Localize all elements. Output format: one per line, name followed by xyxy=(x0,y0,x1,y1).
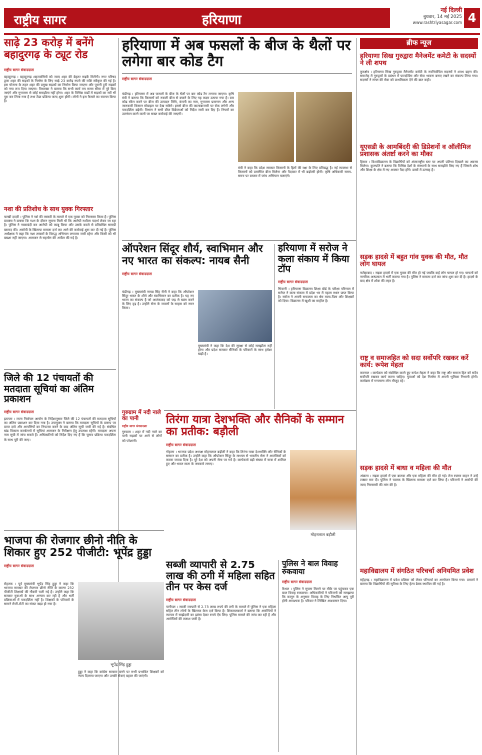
saroj-story xyxy=(278,244,354,409)
brief-body: कुरुक्षेत्र । हरियाणा सिख गुरुद्वारा मैनेजमेंट कमेटी के नवनिर्वाचित सदस्यों ने शपथ ग्रहण की। समारोह में गुरुद्वारों के प्रबंधन में पारदर्शिता और सेवा भावना बनाए रखने का संकल्प लिया गया। सदस्यों ने संगत की सेवा को प्राथमिकता देने की बात कही। xyxy=(360,69,478,82)
brief-body: फतेहाबाद । सड़क हादसे में एक युवक की मौत हो गई जबकि कई लोग घायल हो गए। घायलों को नागरिक अस्पताल में भर्ती कराया गया है। पुलिस ने मामला दर्ज कर जांच शुरू कर दी है। हादसे के बाद क्षेत्र में शोक की लहर है। xyxy=(360,270,478,283)
tiranga-headline: तिरंगा यात्रा देशभक्ति और सैनिकों के सम्मान का प्रतीक: बड़ौली xyxy=(166,413,344,439)
brief-headline: महाविद्यालय में संगठित परिचर्चा अनियमित प्रवेश xyxy=(360,567,474,576)
paper-name-box xyxy=(4,8,102,28)
brief-headline: हरियाणा सिख गुरुद्वारा मैनेजमेंट कमेटी के सदस्यों ने ली शपथ xyxy=(360,52,477,68)
brief-headline: राष्ट्र व समाजहित को सदा सर्वोपरि रखकर करें कार्य: रूपेश मेहता xyxy=(360,353,469,369)
brief-news-label: ब्रीफ न्यूज xyxy=(360,38,478,49)
brief-body: महेंद्रगढ़ । महाविद्यालय में प्रवेश प्रक्रिया को लेकर परिचर्चा का आयोजन किया गया। प्राचार्य ने बताया कि विद्यार्थियों की सुविधा के लिए हेल्प डेस्क स्थापित की गई है। xyxy=(360,577,478,586)
brief-headline: सड़क हादसे में बहुत गांव युवक की मौत, मौत लोग घायल xyxy=(360,253,468,269)
gurugram-short xyxy=(122,410,162,500)
column-rule xyxy=(356,38,357,755)
byline: राष्ट्रीय सागर संवाददाता xyxy=(166,442,196,447)
sabji-headline: सब्जी व्यापारी से 2.75 लाख की ठगी में महिला सहित तीन पर केस दर्ज xyxy=(166,560,275,594)
story-body: चरखी दादरी । पुलिस ने नशे की तस्करी के मामले में एक युवक को गिरफ्तार किया है। पुलिस प्रवक्ता ने बताया कि गश्त के दौरान सूचना मिली थी कि आरोपी नशीला पदार्थ लेकर जा रहा है। पुलिस ने नाकाबंदी कर आरोपी को काबू किया और उसके कब्जे से प्रतिबंधित सामग्री बरामद की। आरोपी के खिलाफ मामला दर्ज कर आगे की कार्रवाई शुरू कर दी गई है। पुलिस अधीक्षक ने कहा कि नशा तस्करों के विरुद्ध अभियान लगातार जारी रहेगा और किसी को भी बख्शा नहीं जाएगा। आमजन से सहयोग की अपील की गई है। xyxy=(4,215,116,240)
divider xyxy=(4,530,164,531)
story-body: मुख्यमंत्री ने कहा कि देश की सुरक्षा से कोई समझौता नहीं होगा और प्रदेश सरकार सैनिकों के परिवारों के साथ हमेशा खड़ी है। xyxy=(198,344,272,357)
sindoor-photo xyxy=(198,290,272,342)
byline: राष्ट्रीय सागर संवाददाता xyxy=(4,410,34,415)
lead-body: चंडीगढ़ । हरियाणा में अब फसलों के बीज के थैलों पर बार कोड टैग लगाया जाएगा। कृषि मंत्री ने बताया कि किसानों को नकली बीज से बचाने के लिए यह कदम उठाया गया है। बार कोड स्कैन करने पर बीज की उत्पादन तिथि, कंपनी का नाम, गुणवत्ता प्रमाणन और अन्य जानकारी किसान मोबाइल पर देख सकेंगे। इससे बीज की कालाबाजारी पर रोक लगेगी और पारदर्शिता बढ़ेगी। विभाग ने सभी बीज विक्रेताओं को निर्देश जारी कर दिए हैं। नियमों का उल्लंघन करने वालों पर सख्त कार्रवाई की जाएगी। xyxy=(122,92,234,117)
masthead-rule xyxy=(4,33,480,35)
divider xyxy=(122,240,356,241)
brief-body: करनाल । कार्यक्रम को संबोधित करते हुए रूपेश मेहता ने कहा कि राष्ट्र और समाज हित को सदैव सर्वोपरि रखकर कार्य करना चाहिए। युवाओं को देश निर्माण में अपनी भूमिका निभानी होगी। कार्यक्रम में गणमान्य लोग मौजूद रहे। xyxy=(360,371,478,384)
story-body: बहादुरगढ़ । बहादुरगढ़ शहरवासियों को जल्द शहर की बेहतर सड़कें मिलेंगी। नगर परिषद द्वारा शहर की सड़कों के निर्माण के लिए साढ़े 23 करोड़ रुपये की राशि स्वीकृत की गई है। इस योजना के तहत शहर की प्रमुख सड़कों का निर्माण किया जाएगा और पुरानी टूटी सड़कों को नया रूप दिया जाएगा। विधायक ने बताया कि सभी कार्य तय समय सीमा में पूरे किए जाएंगे और गुणवत्ता से कोई समझौता नहीं होगा। शहर के विभिन्न वार्डों में सड़कों का सर्वे भी पूरा कर लिया गया है तथा टेंडर प्रक्रिया जल्द शुरू होगी। लोगों ने इस फैसले का स्वागत किया है। xyxy=(4,74,116,104)
story-body: रोहतक । पूर्व मुख्यमंत्री भूपेंद्र सिंह हुड्डा ने कहा कि भाजपा सरकार की रोजगार छीनो नीति के कारण 252 पीजीटी शिक्षकों की नौकरी चली गई है। उन्होंने कहा कि सरकार युवाओं के साथ अन्याय कर रही है और भर्ती प्रक्रियाओं में पारदर्शिता नहीं है। शिक्षकों के परिवारों के सामने रोजी-रोटी का संकट खड़ा हो गया है। xyxy=(4,582,74,607)
hooda-story xyxy=(4,530,164,752)
saroj-headline: हरियाणा में सरोज ने कला संकाय में किया टॉप xyxy=(278,243,350,276)
story-body: कैथल । पुलिस ने सूचना मिलने पर मौके पर पहुंचकर एक बाल विवाह रुकवाया। अधिकारियों ने परिजनों को समझाया कि कानून के अनुसार विवाह के लिए निर्धारित आयु पूरी होनी आवश्यक है। परिवार ने लिखित आश्वासन दिया। xyxy=(282,586,354,604)
story-voters-headline: जिले की 12 पंचायतों की मतदाता सूचियां का अंतिम प्रकाशन xyxy=(4,373,94,406)
story-body: हुड्डा ने कहा कि कांग्रेस सरकार बनने पर सभी प्रभावित शिक्षकों को न्याय दिलाया जाएगा और उनकी सेवाएं बहाल की जाएंगी। xyxy=(78,670,164,679)
gurugram-headline: गुरुग्राम में नदी नाले का पानी xyxy=(122,410,161,423)
hooda-headline: भाजपा की रोजगार छीनो नीति के शिकार हुए 252 पीजीटी: भूपेंद्र हुड्डा xyxy=(4,534,152,560)
lead-headline: हरियाणा में अब फसलों के बीज के थैलों पर लगेगा बार कोड टैग xyxy=(122,38,351,71)
story-body: गोहाना । भाजपा प्रदेश अध्यक्ष मोहनलाल बड़ौली ने कहा कि तिरंगा यात्रा देशभक्ति और सैनिकों के सम्मान का प्रतीक है। उन्होंने कहा कि ऑपरेशन सिंदूर के माध्यम से भारतीय सेना ने आतंकियों को करारा जवाब दिया है। पूरे देश को अपनी सेना पर गर्व है। कार्यकर्ता बड़ी संख्या में यात्रा में शामिल हुए और भारत माता के जयकारे लगाए। xyxy=(166,450,286,467)
story-body: झज्जर । राज्य निर्वाचन आयोग के निर्देशानुसार जिले की 12 पंचायतों की मतदाता सूचियों का अंतिम प्रकाशन कर दिया गया है। उपायुक्त ने बताया कि मतदाता सूचियों के प्रारूप पर प्राप्त दावे और आपत्तियों का निपटारा करने के बाद अंतिम सूची जारी की गई है। संबंधित खंड विकास कार्यालयों में सूचियां आमजन के निरीक्षण हेतु उपलब्ध रहेंगी। मतदाता अपना नाम सूची में जांच सकते हैं। अधिकारियों को निर्देश दिए गए हैं कि चुनाव प्रक्रिया पारदर्शिता के साथ पूरी की जाए। xyxy=(4,417,116,442)
lead-story xyxy=(122,38,352,238)
right-column xyxy=(360,38,478,753)
masthead-bar xyxy=(102,8,390,28)
paper-name: राष्ट्रीय सागर xyxy=(14,13,67,27)
tiranga-story xyxy=(166,414,356,554)
story-body: भिवानी । हरियाणा विद्यालय शिक्षा बोर्ड के परीक्षा परिणाम में सरोज ने कला संकाय में प्रदेश भर में पहला स्थान प्राप्त किया है। सरोज ने अपनी सफलता का श्रेय माता-पिता और शिक्षकों को दिया। विद्यालय में खुशी का माहौल है। xyxy=(278,286,354,304)
date: बुधवार, 14 मई 2025 xyxy=(423,15,462,20)
brief-headline: सड़क हादसे में बाधा व महिला की मौत xyxy=(360,464,452,473)
city: नई दिल्ली xyxy=(440,7,462,14)
byline: राष्ट्रीय सागर संवाददाता xyxy=(278,279,308,284)
brief-headline: यूएसडी के आमबिंदरी की डिप्रेशनों व ऑलीमिल प्रशासक अंतर्ष्टा करने का मौका xyxy=(360,142,471,158)
subhead-arrest: नशा की प्रतिशोध के साथ युवक गिरफ्तार xyxy=(4,205,93,213)
column-rule xyxy=(278,560,279,752)
photo-caption: मोहनलाल बड़ौली xyxy=(310,532,336,537)
police-headline: पुलिस ने बाल विवाह रुकवाया xyxy=(282,559,338,577)
column-rule xyxy=(274,244,275,409)
byline: राष्ट्रीय सागर संवाददाता xyxy=(122,424,148,429)
photo-caption: भूपेंद्र सिंह हुड्डा xyxy=(110,662,132,667)
divider xyxy=(122,73,352,74)
byline: राष्ट्रीय सागर संवाददाता xyxy=(166,597,196,602)
hooda-photo xyxy=(78,582,164,660)
story-body: गुरुग्राम । शहर में नदी नाले का पानी सड़कों पर आने से लोगों को परेशानी। xyxy=(122,430,162,443)
byline: राष्ट्रीय सागर संवाददाता xyxy=(4,563,34,568)
byline: राष्ट्रीय सागर संवाददाता xyxy=(122,271,152,276)
lead-photo xyxy=(296,92,352,162)
lead-photo xyxy=(238,92,294,162)
masthead xyxy=(0,0,482,36)
police-story xyxy=(282,560,354,752)
story-bahadurgarh-headline: साढ़े 23 करोड़ में बनेंगे बहादुरगढ़ के ट्यूट रोड xyxy=(4,37,94,61)
tiranga-photo xyxy=(290,450,356,530)
byline: राष्ट्रीय सागर संवाददाता xyxy=(122,77,152,82)
section-name: हरियाणा xyxy=(202,13,242,28)
sindoor-story xyxy=(122,244,272,409)
byline: राष्ट्रीय सागर संवाददाता xyxy=(282,579,312,584)
sindoor-headline: ऑपरेशन सिंदूर शौर्य, स्वाभिमान और नए भारत का संकल्प: नायब सैनी xyxy=(122,243,263,267)
story-body: पानीपत । सब्जी व्यापारी से 2.75 लाख रुपये की ठगी के मामले में पुलिस ने एक महिला सहित तीन लोगों के खिलाफ केस दर्ज किया है। शिकायतकर्ता ने बताया कि आरोपियों ने व्यापार में साझेदारी का झांसा देकर रुपये ऐंठ लिए। पुलिस मामले की जांच कर रही है और आरोपियों की तलाश जारी है। xyxy=(166,604,276,621)
website: www.rashtriyasagar.com xyxy=(412,20,462,25)
lead-body: मंत्री ने कहा कि प्रदेश सरकार किसानों के हितों की रक्षा के लिए प्रतिबद्ध है। नई व्यवस्था से किसानों को प्रमाणित बीज मिलेगा और पैदावार में भी बढ़ोतरी होगी। कृषि अधिकारी समय-समय पर बाजार में जांच अभियान चलाएंगे। xyxy=(238,166,352,179)
story-body: चंडीगढ़ । मुख्यमंत्री नायब सिंह सैनी ने कहा कि ऑपरेशन सिंदूर भारत के शौर्य और स्वाभिमान का प्रतीक है। यह नए भारत का संकल्प है जो आतंकवाद को जड़ से खत्म करने के लिए दृढ़ है। उन्होंने सेना के जवानों के साहस को नमन किया। xyxy=(122,290,194,311)
brief-body: हिसार । विश्वविद्यालय के विद्यार्थियों को अंतरराष्ट्रीय स्तर पर अपनी प्रतिभा दिखाने का अवसर मिलेगा। कुलपति ने बताया कि विभिन्न देशों के संस्थानों के साथ समझौते किए गए हैं जिससे शोध और शिक्षा के क्षेत्र में नए अवसर पैदा होंगे। छात्रों में उत्साह है। xyxy=(360,160,478,173)
sabji-story xyxy=(166,560,276,752)
divider xyxy=(164,410,356,411)
byline: राष्ट्रीय सागर संवाददाता xyxy=(4,67,34,72)
dateline xyxy=(392,6,462,30)
divider xyxy=(4,369,116,370)
brief-body: अंबाला । सड़क हादसे में एक बालक और एक महिला की मौत हो गई। तेज रफ्तार वाहन ने उन्हें टक्कर मार दी। पुलिस ने चालक के खिलाफ मामला दर्ज कर लिया है। परिजनों ने आरोपी की जल्द गिरफ्तारी की मांग की है। xyxy=(360,474,478,487)
page-number: 4 xyxy=(464,8,480,28)
